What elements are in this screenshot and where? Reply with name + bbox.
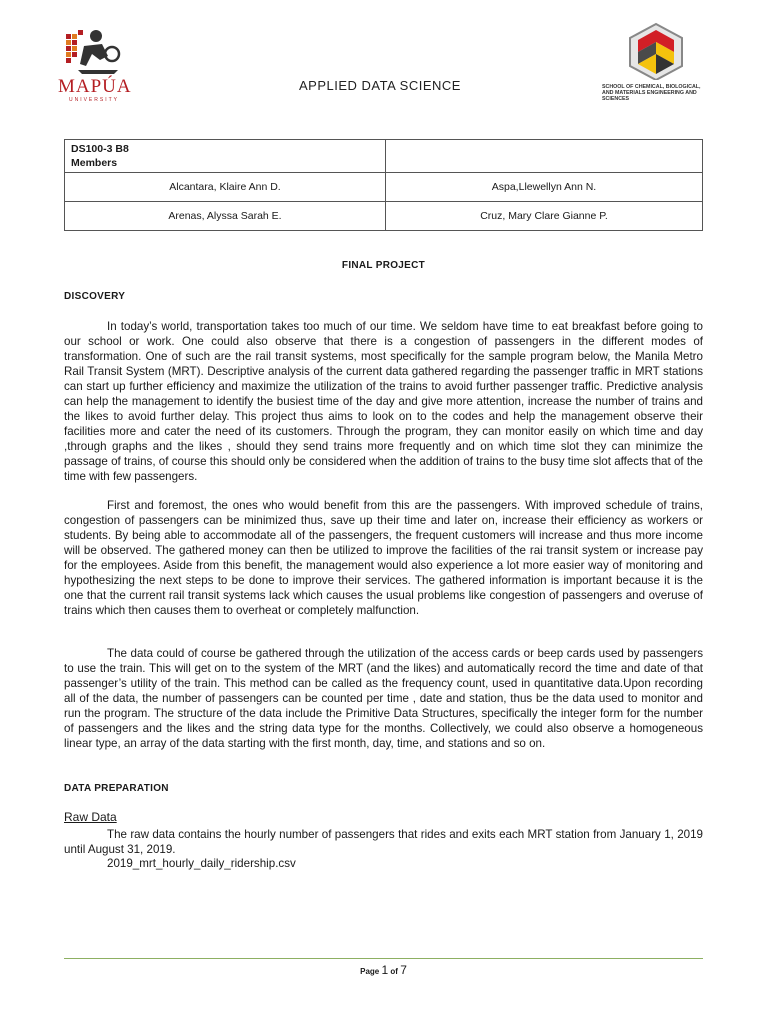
table-row — [65, 202, 703, 231]
school-name: SCHOOL OF CHEMICAL, BIOLOGICAL, AND MATERIALS ENGINEERING AND SCIENCES — [602, 84, 701, 103]
member-name: Aspa,Llewellyn Ann N. — [386, 173, 703, 202]
paragraph: First and foremost, the ones who would benefit from this are the passengers. With improved schedule of trains, congestion of passengers can be minimized thus, save up their time and later on, increase their efficiency as workers or students. By being able to accommodate all of the passengers, the frequent customers will increase and thus more income will be observed. The gathered money can then be utilized to improve the facilities of the rai transit system or increase pay for the employees. Aside from this benefit, the management would also experience a lot more easier way of monitoring and hypothesizing the next steps to be done to improve their services. The gathered information is important because it is the one that the current rail transit systems lack which causes the usual problems like congestion of passengers and overuse of trains which then causes them to overheat or completely malfunction. — [64, 499, 703, 618]
table-row — [65, 173, 703, 202]
project-title: FINAL PROJECT — [341, 260, 426, 271]
total-pages: 7 — [400, 963, 407, 977]
paragraph: In today’s world, transportation takes too much of our time. We seldom have time to eat breakfast before going to our school or work. One could also observe that there is a congestion of passengers in the different modes of transformation. One of such are the rail transit systems, most specifically for the sample program below, the Manila Metro Rail Transit System (MRT). Descriptive analysis of the current data gathered regarding the passenger traffic in MRT stations can start up further efficiency and maximize the utilization of the trains to avoid further passenger traffic. Predictive analysis can help the management to identify the busiest time of the day and give more attention, increase the number of trains and the likes to avoid further delay. This project thus aims to look on to the codes and help the management observe their facilities more and cater the need of its customers. Through the program, they can monitor easily on which time and day ,through graphs and the likes , should they send trains more frequently and on which time slot they can minimize the passage of trains, of course this should only be considered when the addition of trains to the busy time slot affects that of the time with few passengers. — [64, 320, 703, 484]
section-code: DS100-3 B8 — [71, 143, 129, 155]
table-cell — [65, 140, 386, 173]
footer-divider — [64, 958, 703, 959]
raw-data-label: Raw Data — [64, 810, 117, 824]
mapua-emblem-icon — [62, 26, 122, 76]
page-footer — [64, 963, 703, 977]
table-row — [65, 140, 703, 173]
raw-data-text: The raw data contains the hourly number of passengers that rides and exits each MRT station from January 1, 2019 until August 31, 2019. — [64, 828, 703, 857]
of-word: of — [390, 967, 398, 976]
member-name: Cruz, Mary Clare Gianne P. — [386, 202, 703, 231]
hexagon-logo-icon — [624, 22, 688, 80]
members-table — [64, 139, 703, 231]
document-title: APPLIED DATA SCIENCE — [299, 78, 461, 93]
discovery-heading: DISCOVERY — [64, 291, 126, 302]
page-word: Page — [360, 967, 380, 976]
page-number: 1 — [381, 963, 389, 977]
members-label: Members — [71, 157, 118, 169]
school-logo — [600, 22, 712, 102]
table-cell — [386, 140, 703, 173]
raw-data-filename: 2019_mrt_hourly_daily_ridership.csv — [107, 857, 296, 870]
mapua-logo — [58, 26, 130, 102]
member-name: Arenas, Alyssa Sarah E. — [65, 202, 386, 231]
paragraph: The data could of course be gathered through the utilization of the access cards or beep cards used by passengers to use the train. This will get on to the system of the MRT (and the likes) and automatically record the time and date of that passenger’s utility of the train. This method can be called as the frequency count, used in quantitative data.Upon recording all of the data, the number of passengers can be counted per time , date and station, thus be the data used to monitor and run the program. The structure of the data include the Primitive Data Structures, specifically the integer form for the number of passengers and the likes and the string data type for the months. Collectively, we could also observe a homogeneous linear type, an array of the data starting with the first month, day, time, and stations and so on. — [64, 647, 703, 751]
data-preparation-heading: DATA PREPARATION — [64, 783, 169, 794]
university-subtitle: UNIVERSITY — [68, 97, 119, 103]
member-name: Alcantara, Klaire Ann D. — [65, 173, 386, 202]
university-wordmark: MAPÚA — [58, 76, 132, 97]
